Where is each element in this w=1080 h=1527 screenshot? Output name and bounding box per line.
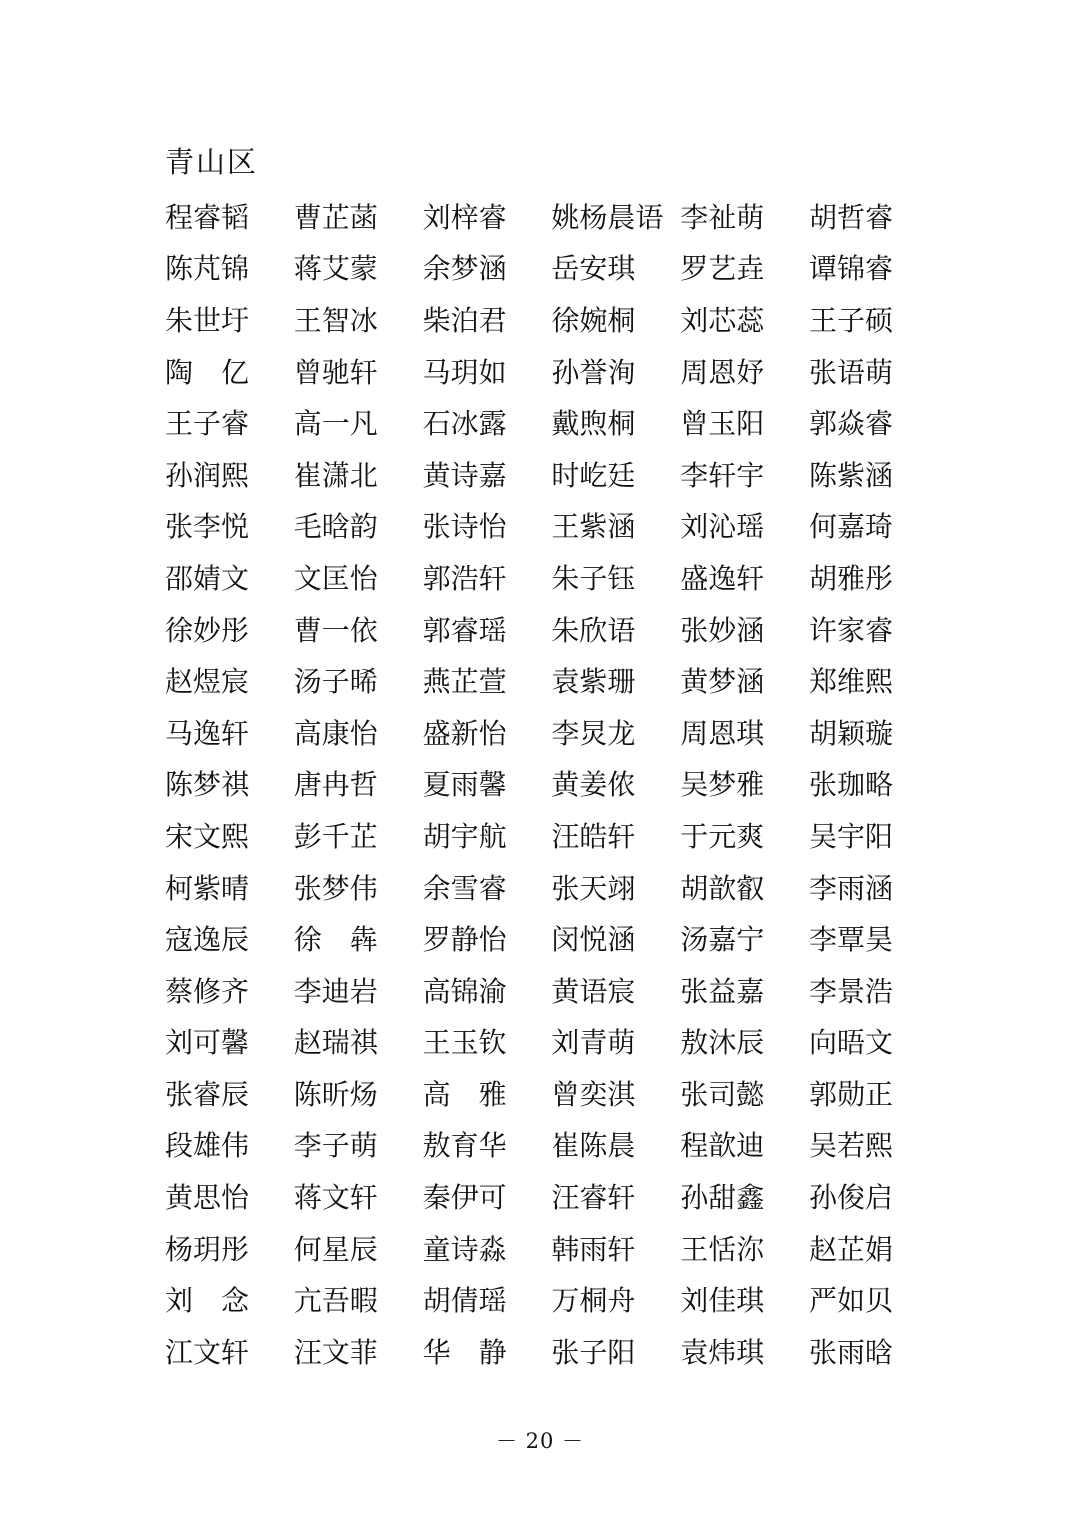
name-cell: 孙润熙	[165, 458, 250, 492]
name-cell: 徐 犇	[293, 923, 378, 957]
name-cell: 陶 亿	[165, 355, 250, 389]
name-cell: 张睿辰	[165, 1077, 250, 1111]
name-row	[165, 500, 925, 552]
name-cell: 张诗怡	[422, 510, 507, 544]
name-cell: 吴宇阳	[808, 819, 893, 853]
name-cell: 李雨涵	[808, 871, 893, 905]
name-cell: 蔡修齐	[165, 974, 250, 1008]
name-cell: 敖沐辰	[680, 1026, 765, 1060]
name-cell: 陈紫涵	[808, 458, 893, 492]
name-cell: 王子硕	[808, 303, 893, 337]
name-row	[165, 345, 925, 397]
name-cell: 曹芷菡	[293, 200, 378, 234]
name-cell: 黄语宸	[551, 974, 636, 1008]
name-cell: 郭焱睿	[808, 407, 893, 441]
name-cell: 胡倩瑶	[422, 1284, 507, 1318]
name-cell: 朱欣语	[551, 613, 636, 647]
name-cell: 余雪睿	[422, 871, 507, 905]
name-cell: 徐妙彤	[165, 613, 250, 647]
district-heading: 青山区	[165, 145, 259, 179]
name-row	[165, 190, 925, 242]
name-cell: 亢吾暇	[293, 1284, 378, 1318]
name-cell: 赵瑞祺	[293, 1026, 378, 1060]
name-cell: 汪皓轩	[551, 819, 636, 853]
name-row	[165, 1222, 925, 1274]
name-cell: 盛新怡	[422, 716, 507, 750]
name-cell: 马玥如	[422, 355, 507, 389]
name-cell: 刘可馨	[165, 1026, 250, 1060]
name-cell: 曾奕淇	[551, 1077, 636, 1111]
name-cell: 高一凡	[293, 407, 378, 441]
name-cell: 蒋文轩	[293, 1181, 378, 1215]
name-cell: 曾玉阳	[680, 407, 765, 441]
name-cell: 韩雨轩	[551, 1232, 636, 1266]
name-cell: 郭浩轩	[422, 561, 507, 595]
name-cell: 邵婧文	[165, 561, 250, 595]
name-row	[165, 242, 925, 294]
name-cell: 何嘉琦	[808, 510, 893, 544]
name-cell: 王恬沵	[680, 1232, 765, 1266]
page-number: － 20 －	[495, 1429, 585, 1453]
name-cell: 刘芯蕊	[680, 303, 765, 337]
name-cell: 王紫涵	[551, 510, 636, 544]
name-cell: 张妙涵	[680, 613, 765, 647]
name-cell: 吴梦雅	[680, 768, 765, 802]
name-row	[165, 603, 925, 655]
name-cell: 汪文菲	[293, 1335, 378, 1369]
name-cell: 张司懿	[680, 1077, 765, 1111]
name-cell: 岳安琪	[551, 252, 636, 286]
name-cell: 许家睿	[808, 613, 893, 647]
name-cell: 张珈略	[808, 768, 893, 802]
name-cell: 高锦渝	[422, 974, 507, 1008]
name-cell: 周恩琪	[680, 716, 765, 750]
name-cell: 袁紫珊	[551, 665, 636, 699]
name-cell: 黄诗嘉	[422, 458, 507, 492]
name-row	[165, 1119, 925, 1171]
name-cell: 柯紫晴	[165, 871, 250, 905]
name-row	[165, 551, 925, 603]
name-cell: 曾驰轩	[293, 355, 378, 389]
name-cell: 王玉钦	[422, 1026, 507, 1060]
name-cell: 陈昕炀	[293, 1077, 378, 1111]
name-cell: 周恩妤	[680, 355, 765, 389]
name-cell: 燕芷萱	[422, 665, 507, 699]
name-cell: 张语萌	[808, 355, 893, 389]
name-cell: 高康怡	[293, 716, 378, 750]
name-cell: 张雨晗	[808, 1335, 893, 1369]
name-cell: 郭勋正	[808, 1077, 893, 1111]
name-cell: 秦伊可	[422, 1181, 507, 1215]
name-row	[165, 912, 925, 964]
name-cell: 戴煦桐	[551, 407, 636, 441]
name-cell: 孙俊启	[808, 1181, 893, 1215]
name-cell: 蒋艾蒙	[293, 252, 378, 286]
name-cell: 张李悦	[165, 510, 250, 544]
name-cell: 何星辰	[293, 1232, 378, 1266]
name-cell: 时屹廷	[551, 458, 636, 492]
name-cell: 谭锦睿	[808, 252, 893, 286]
name-cell: 张梦伟	[293, 871, 378, 905]
name-cell: 李轩宇	[680, 458, 765, 492]
name-cell: 陈芃锦	[165, 252, 250, 286]
name-row	[165, 809, 925, 861]
name-cell: 李覃昊	[808, 923, 893, 957]
name-cell: 文匡怡	[293, 561, 378, 595]
name-cell: 马逸轩	[165, 716, 250, 750]
name-cell: 黄姜侬	[551, 768, 636, 802]
name-cell: 汤子晞	[293, 665, 378, 699]
name-cell: 刘 念	[165, 1284, 250, 1318]
name-cell: 黄思怡	[165, 1181, 250, 1215]
name-cell: 张益嘉	[680, 974, 765, 1008]
name-cell: 江文轩	[165, 1335, 250, 1369]
name-cell: 李炅龙	[551, 716, 636, 750]
name-cell: 柴泊君	[422, 303, 507, 337]
name-cell: 郑维熙	[808, 665, 893, 699]
name-cell: 李景浩	[808, 974, 893, 1008]
name-cell: 余梦涵	[422, 252, 507, 286]
name-cell: 赵煜宸	[165, 665, 250, 699]
name-cell: 段雄伟	[165, 1129, 250, 1163]
name-cell: 李迪岩	[293, 974, 378, 1008]
name-cell: 孙甜鑫	[680, 1181, 765, 1215]
name-cell: 胡歆叡	[680, 871, 765, 905]
name-cell: 严如贝	[808, 1284, 893, 1318]
name-cell: 万桐舟	[551, 1284, 636, 1318]
name-cell: 华 静	[422, 1335, 507, 1369]
name-cell: 彭千芷	[293, 819, 378, 853]
name-cell: 姚杨晨语	[551, 200, 664, 234]
name-cell: 胡宇航	[422, 819, 507, 853]
name-cell: 刘青萌	[551, 1026, 636, 1060]
name-cell: 吴若熙	[808, 1129, 893, 1163]
name-cell: 曹一依	[293, 613, 378, 647]
name-cell: 高 雅	[422, 1077, 507, 1111]
name-cell: 刘梓睿	[422, 200, 507, 234]
name-cell: 朱子钰	[551, 561, 636, 595]
name-cell: 胡颖璇	[808, 716, 893, 750]
name-row	[165, 396, 925, 448]
name-cell: 程睿韬	[165, 200, 250, 234]
name-cell: 罗艺垚	[680, 252, 765, 286]
name-cell: 陈梦祺	[165, 768, 250, 802]
name-cell: 郭睿瑶	[422, 613, 507, 647]
name-cell: 石冰露	[422, 407, 507, 441]
name-cell: 袁炜琪	[680, 1335, 765, 1369]
name-row	[165, 1016, 925, 1068]
name-cell: 张天翊	[551, 871, 636, 905]
name-cell: 盛逸轩	[680, 561, 765, 595]
name-row	[165, 1273, 925, 1325]
name-cell: 杨玥彤	[165, 1232, 250, 1266]
name-row	[165, 448, 925, 500]
name-cell: 毛晗韵	[293, 510, 378, 544]
name-cell: 崔潇北	[293, 458, 378, 492]
name-cell: 夏雨馨	[422, 768, 507, 802]
name-list	[165, 190, 925, 1377]
name-cell: 黄梦涵	[680, 665, 765, 699]
name-row	[165, 758, 925, 810]
name-row	[165, 293, 925, 345]
name-cell: 胡哲睿	[808, 200, 893, 234]
name-cell: 李祉萌	[680, 200, 765, 234]
name-cell: 童诗淼	[422, 1232, 507, 1266]
name-cell: 朱世圩	[165, 303, 250, 337]
name-cell: 赵芷娟	[808, 1232, 893, 1266]
name-row	[165, 964, 925, 1016]
name-cell: 刘佳琪	[680, 1284, 765, 1318]
name-cell: 向晤文	[808, 1026, 893, 1060]
name-cell: 徐婉桐	[551, 303, 636, 337]
name-cell: 张子阳	[551, 1335, 636, 1369]
name-row	[165, 861, 925, 913]
name-row	[165, 706, 925, 758]
name-row	[165, 1067, 925, 1119]
name-cell: 孙誉洵	[551, 355, 636, 389]
name-cell: 刘沁瑶	[680, 510, 765, 544]
name-row	[165, 1170, 925, 1222]
name-cell: 闵悦涵	[551, 923, 636, 957]
name-cell: 王智冰	[293, 303, 378, 337]
name-cell: 汤嘉宁	[680, 923, 765, 957]
name-cell: 唐冉哲	[293, 768, 378, 802]
name-cell: 寇逸辰	[165, 923, 250, 957]
name-cell: 汪睿轩	[551, 1181, 636, 1215]
name-row	[165, 654, 925, 706]
name-cell: 罗静怡	[422, 923, 507, 957]
name-cell: 宋文熙	[165, 819, 250, 853]
name-cell: 崔陈晨	[551, 1129, 636, 1163]
name-cell: 于元爽	[680, 819, 765, 853]
name-cell: 王子睿	[165, 407, 250, 441]
name-cell: 程歆迪	[680, 1129, 765, 1163]
name-cell: 胡雅彤	[808, 561, 893, 595]
name-row	[165, 1325, 925, 1377]
name-cell: 李子萌	[293, 1129, 378, 1163]
name-cell: 敖育华	[422, 1129, 507, 1163]
